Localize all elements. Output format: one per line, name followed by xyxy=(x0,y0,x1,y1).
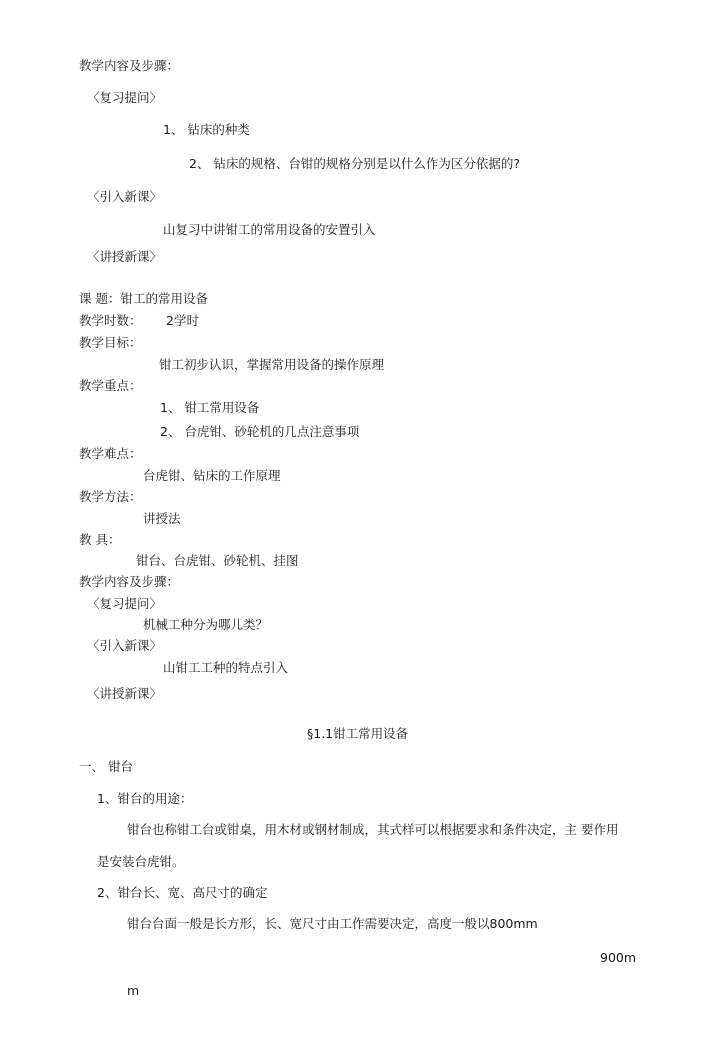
intro-new-lesson-label: 〈引入新课〉 xyxy=(87,189,163,204)
section-title: §1.1钳工常用设备 xyxy=(307,726,409,741)
difficulty-label: 教学难点： xyxy=(79,446,142,461)
lesson-teach-label: 〈讲授新课〉 xyxy=(87,686,163,701)
key-label: 教学重点： xyxy=(79,378,142,393)
goal-text: 钳工初步认识，掌握常用设备的操作原理 xyxy=(159,357,385,372)
tools-text: 钳台、台虎钳、砂轮机、挂图 xyxy=(136,553,299,568)
intro-heading: 教学内容及步骤： xyxy=(79,58,180,73)
lesson-new-lesson-label: 〈引入新课〉 xyxy=(87,638,163,653)
hours-label: 教学时数： xyxy=(79,313,142,328)
sub-heading-1: 1、钳台的用途： xyxy=(97,791,193,806)
difficulty-text: 台虎钳、钻床的工作原理 xyxy=(143,468,281,483)
sub-heading-2: 2、钳台长、宽、高尺寸的确定 xyxy=(97,885,268,900)
lesson-topic: 课 题：钳工的常用设备 xyxy=(79,291,208,306)
tools-label: 教 具： xyxy=(79,532,121,547)
key-point-2: 2、 台虎钳、砂轮机的几点注意事项 xyxy=(160,424,360,439)
paragraph-2-line-1: 钳台台面一般是长方形，长、宽尺寸由工作需要决定，高度一般以800mm xyxy=(127,916,538,931)
intro-review-label: 〈复习提问〉 xyxy=(87,90,163,105)
intro-question-1: 1、 钻床的种类 xyxy=(163,122,250,137)
paragraph-2-fragment-1: 900m xyxy=(600,950,637,965)
intro-teach-label: 〈讲授新课〉 xyxy=(87,249,163,264)
lesson-new-lesson-text: 山钳工工种的特点引入 xyxy=(163,660,289,675)
goal-label: 教学目标： xyxy=(79,335,142,350)
hours-value: 2学时 xyxy=(166,313,199,328)
intro-new-lesson-text: 山复习中讲钳工的常用设备的安置引入 xyxy=(163,222,376,237)
method-text: 讲授法 xyxy=(143,511,181,526)
method-label: 教学方法： xyxy=(79,489,142,504)
paragraph-2-fragment-2: m xyxy=(127,983,140,998)
intro-question-2: 2、 钻床的规格、台钳的规格分别是以什么作为区分依据的? xyxy=(189,156,521,171)
lesson-review-question: 机械工种分为哪儿类？ xyxy=(143,617,269,632)
paragraph-1-line-1: 钳台也称钳工台或钳桌，用木材或钢材制成，其式样可以根据要求和条件决定，主 要作用 xyxy=(127,822,619,837)
part-heading: 一、 钳台 xyxy=(79,759,133,774)
paragraph-1-line-2: 是安装台虎钳。 xyxy=(97,854,185,869)
key-point-1: 1、 钳工常用设备 xyxy=(160,400,260,415)
lesson-review-label: 〈复习提问〉 xyxy=(87,596,163,611)
steps-label: 教学内容及步骤： xyxy=(79,574,180,589)
